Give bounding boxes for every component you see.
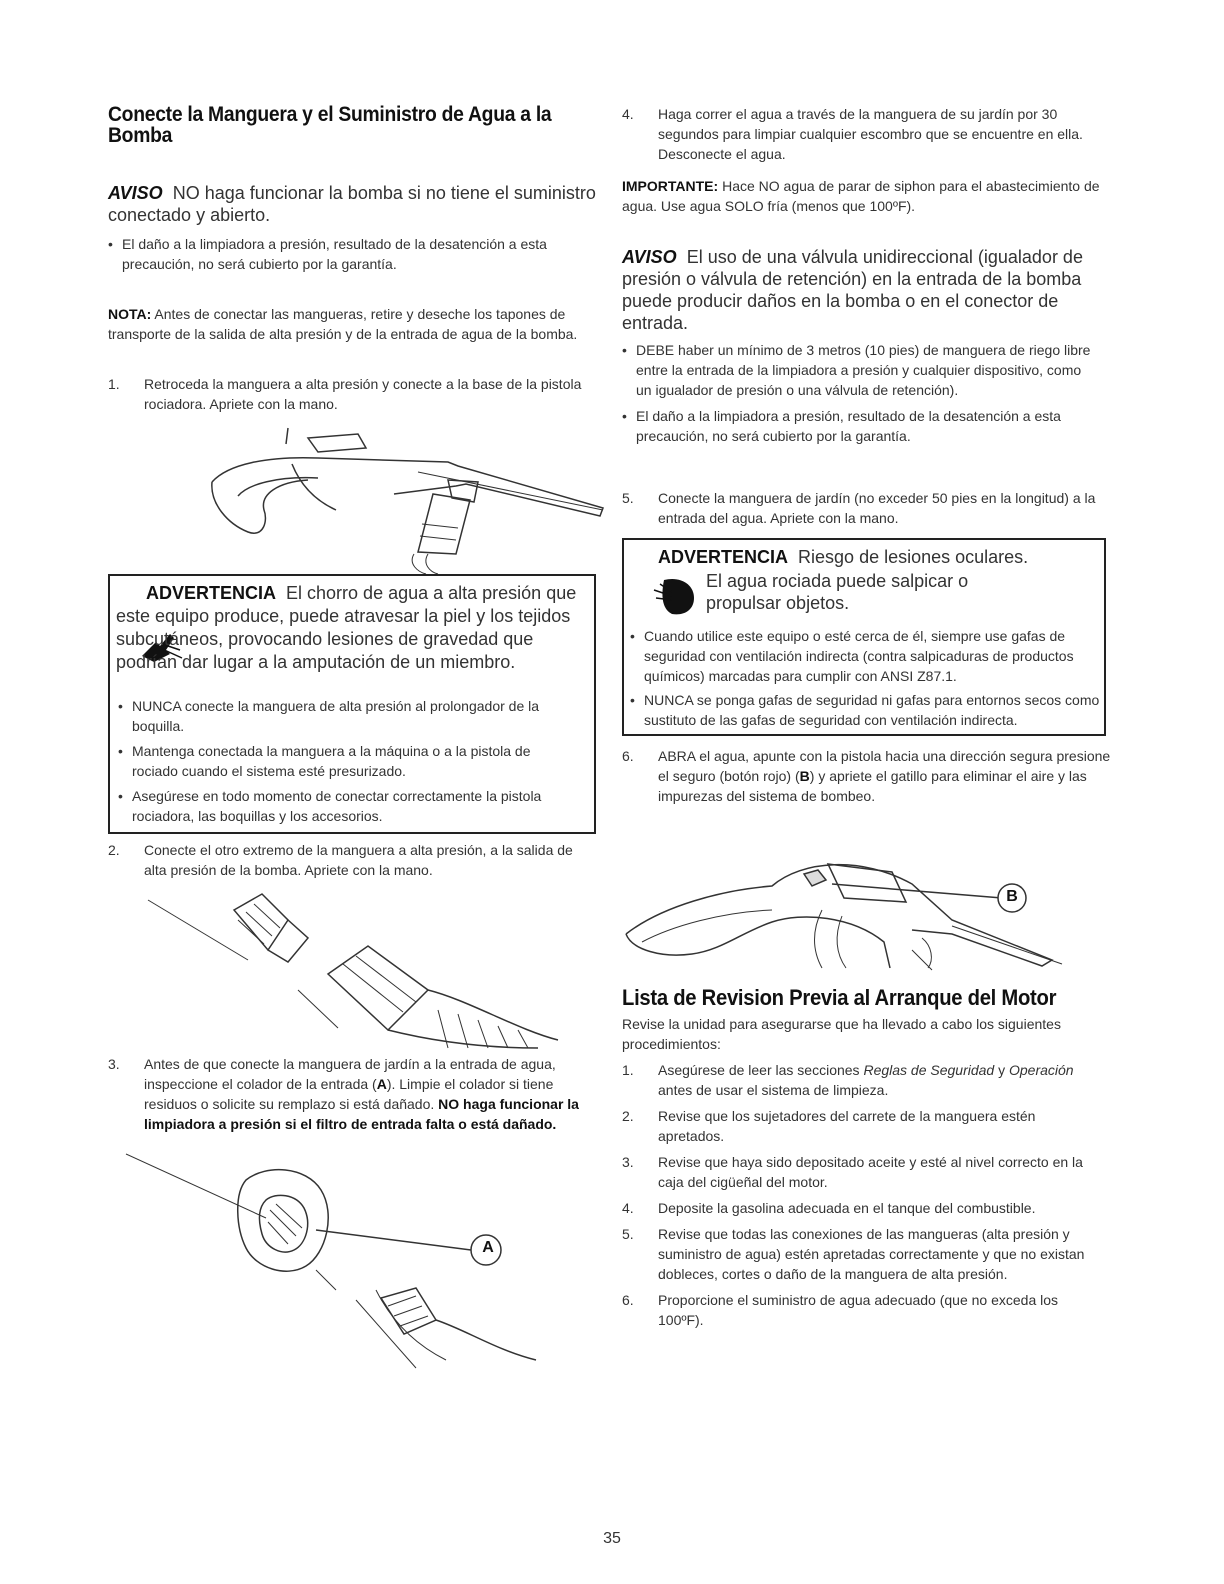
importante-text: Hace NO agua de parar de siphon para el abastecimiento de agua. Use agua SOLO fría (menos que 100ºF). (622, 178, 1100, 214)
step-6-number: 6. (622, 748, 634, 764)
step-5 (622, 488, 1110, 528)
importante (622, 176, 1112, 216)
section-title: Conecte la Manguera y el Suministro de Agua a la Bomba (108, 103, 552, 147)
warning-label: ADVERTENCIA (146, 583, 277, 603)
checklist-item-number: 4. (622, 1200, 634, 1216)
aviso-2-label: AVISO (622, 247, 677, 267)
page-number: 35 (603, 1530, 621, 1547)
warning-bullets (118, 696, 580, 826)
nota-label: NOTA: (108, 306, 152, 322)
aviso-2 (622, 246, 1112, 334)
warning-box (108, 574, 596, 834)
warning-text: El chorro de agua a alta presión que este equipo produce, puede atravesar la piel y los tejidos subcutáneos, provocando lesiones de gravedad que podrían dar lugar a la amputación de un miembro. (116, 583, 577, 672)
checklist-item (622, 1060, 1104, 1100)
eye-warning-bullet: • Cuando utilice este equipo o esté cerca de él, siempre use gafas de seguridad con ventilación indirecta (contra salpicaduras de productos químicos) marcadas para cumplir con ANSI Z87.1. (630, 626, 1100, 686)
step-3-ref: A (376, 1076, 387, 1092)
aviso-label: AVISO (108, 183, 163, 203)
checklist-item-number: 3. (622, 1154, 634, 1170)
checklist-item-text: Proporcione el suministro de agua adecuado (que no exceda los 100ºF). (658, 1292, 1059, 1328)
step-4-text: Haga correr el agua a través de la manguera de su jardín por 30 segundos para limpiar cualquier escombro que se encuentre en ella. Desconecte el agua. (658, 106, 1083, 162)
importante-label: IMPORTANTE: (622, 178, 719, 194)
step-6 (622, 746, 1118, 806)
step-3-bold: NO haga funcionar la limpiadora a presión si el filtro de entrada falta o está dañado. (144, 1096, 579, 1132)
step-1-text: Retroceda la manguera a alta presión y conecte a la base de la pistola rociadora. Apriete con la mano. (144, 376, 582, 412)
eye-hazard-icon (654, 576, 698, 616)
step-4 (622, 104, 1110, 164)
left-column (108, 0, 596, 1256)
step-2 (108, 840, 596, 880)
aviso-2-bullets (622, 340, 1092, 446)
pump-outlet-illustration (138, 880, 608, 1050)
step-3 (108, 1054, 596, 1134)
aviso-1-bullet: • El daño a la limpiadora a presión, resultado de la desatención a esta precaución, no será cubierto por la garantía. (108, 234, 596, 274)
spray-gun-latch-illustration (622, 850, 1092, 970)
checklist-item (622, 1290, 1104, 1330)
checklist-item-number: 5. (622, 1226, 634, 1242)
checklist-item-text: Revise que haya sido depositado aceite y esté al nivel correcto en la caja del cigüeñal del motor. (658, 1154, 1083, 1190)
checklist-item-italic: Operación (1009, 1062, 1074, 1078)
aviso-2-bullet: • DEBE haber un mínimo de 3 metros (10 pies) de manguera de riego libre entre la entrada de la limpiadora a presión y cualquier dispositivo, como un igualador de presión o una válvula de retención). (622, 340, 1092, 400)
inlet-strainer-illustration (116, 1150, 536, 1370)
checklist-item-number: 1. (622, 1062, 634, 1078)
step-2-text: Conecte el otro extremo de la manguera a alta presión, a la salida de alta presión de la bomba. Apriete con la mano. (144, 842, 573, 878)
step-5-number: 5. (622, 490, 634, 506)
step-3-number: 3. (108, 1056, 120, 1072)
checklist-title: Lista de Revision Previa al Arranque del Motor (622, 985, 1057, 1010)
checklist-item-number: 6. (622, 1292, 634, 1308)
step-6-text-2: ) y apriete el gatillo para eliminar el aire y las impurezas del sistema de bombeo. (658, 768, 1087, 804)
checklist-item-text: y (994, 1062, 1009, 1078)
aviso-2-text: El uso de una válvula unidireccional (igualador de presión o válvula de retención) en la entrada de la bomba puede producir daños en la bomba o en el conector de entrada. (622, 247, 1083, 333)
checklist-item-number: 2. (622, 1108, 634, 1124)
checklist-item-text: Revise que todas las conexiones de las mangueras (alta presión y suministro de agua) estén apretadas correctamente y que no existan dobleces, cortes o daño de la manguera de alta presión. (658, 1226, 1085, 1282)
spray-gun-illustration (208, 424, 608, 574)
step-1-number: 1. (108, 376, 120, 392)
warning-bullet: • Asegúrese en todo momento de conectar correctamente la pistola rociadora, las boquillas y los accesorios. (118, 786, 580, 826)
checklist-item-italic: Reglas de Seguridad (863, 1062, 995, 1078)
step-3-text-2: ). Limpie el colador si tiene residuos o solicite su remplazo si está dañado. (144, 1076, 554, 1112)
aviso-2-bullet: • El daño a la limpiadora a presión, resultado de la desatención a esta precaución, no será cubierto por la garantía. (622, 406, 1092, 446)
checklist-item-text: Deposite la gasolina adecuada en el tanque del combustible. (658, 1200, 1036, 1216)
eye-warning-bullet: • NUNCA se ponga gafas de seguridad ni gafas para entornos secos como sustituto de las gafas de seguridad con ventilación indirecta. (630, 690, 1100, 730)
eye-warning-label: ADVERTENCIA (658, 547, 789, 567)
checklist-item-text: Asegúrese de leer las secciones (658, 1062, 864, 1078)
step-6-ref: B (799, 768, 810, 784)
eye-warning-text-2: El agua rociada puede salpicar o propulsar objetos. (706, 571, 969, 613)
eye-warning-bullets (630, 626, 1100, 730)
step-3-text: Antes de que conecte la manguera de jardín a la entrada de agua, inspeccione el colador de la entrada ( (144, 1056, 556, 1092)
step-1 (108, 374, 596, 414)
checklist-item (622, 1106, 1104, 1146)
step-6-text: ABRA el agua, apunte con la pistola hacia una dirección segura presione el seguro (botón rojo) ( (658, 748, 1111, 784)
step-4-number: 4. (622, 106, 634, 122)
eye-warning-header (658, 546, 1098, 568)
callout-a-label: A (482, 1239, 494, 1256)
checklist-item (622, 1198, 1104, 1218)
checklist-item (622, 1152, 1104, 1192)
checklist-item-text: antes de usar el sistema de limpieza. (658, 1082, 889, 1098)
eye-warning-text-1: Riesgo de lesiones oculares. (798, 547, 1029, 567)
checklist (622, 1060, 1104, 1330)
step-5-text: Conecte la manguera de jardín (no exceder 50 pies en la longitud) a la entrada del agua. Apriete con la mano. (658, 490, 1096, 526)
checklist-intro: Revise la unidad para asegurarse que ha llevado a cabo los siguientes procedimientos: (622, 1016, 1061, 1052)
aviso-text: NO haga funcionar la bomba si no tiene el suministro conectado y abierto. (108, 183, 596, 225)
checklist-item (622, 1224, 1104, 1284)
callout-b-label: B (1006, 888, 1018, 905)
eye-warning-box (622, 538, 1106, 736)
checklist-item-text: Revise que los sujetadores del carrete de la manguera estén apretados. (658, 1108, 1036, 1144)
warning-text-block (116, 582, 586, 674)
nota (108, 304, 596, 344)
aviso-1 (108, 182, 596, 226)
warning-bullet: • Mantenga conectada la manguera a la máquina o a la pistola de rociado cuando el sistema esté presurizado. (118, 741, 580, 781)
step-2-number: 2. (108, 842, 120, 858)
nota-text: Antes de conectar las mangueras, retire y deseche los tapones de transporte de la salida de alta presión y de la entrada de agua de la bomba. (108, 306, 578, 342)
warning-bullet: • NUNCA conecte la manguera de alta presión al prolongador de la boquilla. (118, 696, 580, 736)
